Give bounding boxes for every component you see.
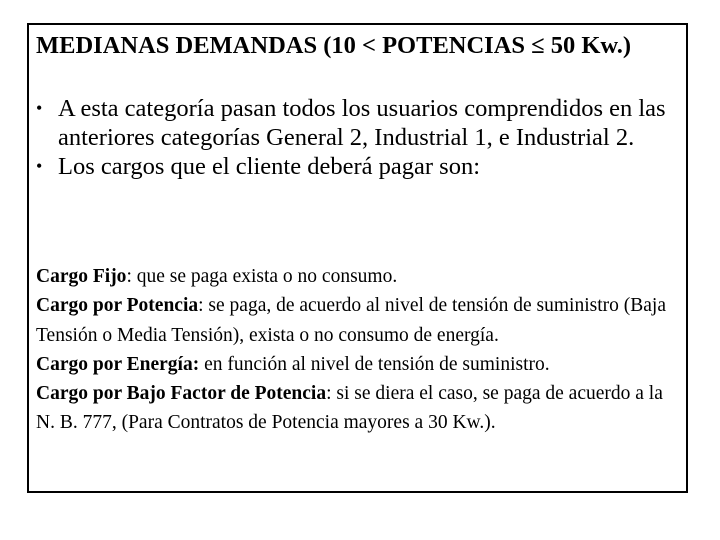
slide-title: MEDIANAS DEMANDAS (10 < POTENCIAS ≤ 50 Kw.) [36, 32, 632, 59]
bullet-item [36, 152, 686, 181]
charge-term: Cargo por Potencia [36, 295, 199, 317]
charge-item [36, 379, 681, 438]
bullet-dot-icon: • [36, 98, 43, 118]
charge-description: en función al nivel de tensión de suministro. [199, 353, 550, 375]
charge-item [36, 350, 681, 379]
charge-term: Cargo Fijo [36, 266, 127, 287]
charge-term: Cargo por Bajo Factor de Potencia [36, 383, 327, 405]
bullet-list [36, 94, 686, 181]
charge-description: : se paga, de acuerdo al nivel de tensión de suministro (Baja Tensión o Media Tensión), exista o no consumo de energía. [36, 295, 666, 346]
charge-term: Cargo por Energía: [36, 353, 200, 375]
charge-description: : que se paga exista o no consumo. [126, 266, 398, 287]
bullet-dot-icon: • [36, 156, 43, 176]
bullet-text: A esta categoría pasan todos los usuarios comprendidos en las anteriores categorías General 2, Industrial 1, e Industrial 2. [58, 95, 666, 151]
charge-description: : si se diera el caso, se paga de acuerdo a la N. B. 777, (Para Contratos de Potencia mayores a 30 Kw.). [36, 383, 663, 434]
bullet-text: Los cargos que el cliente deberá pagar son: [58, 153, 481, 180]
bullet-item [36, 94, 686, 152]
charge-item [36, 262, 681, 291]
charges-list [36, 262, 681, 438]
charge-item [36, 291, 681, 350]
